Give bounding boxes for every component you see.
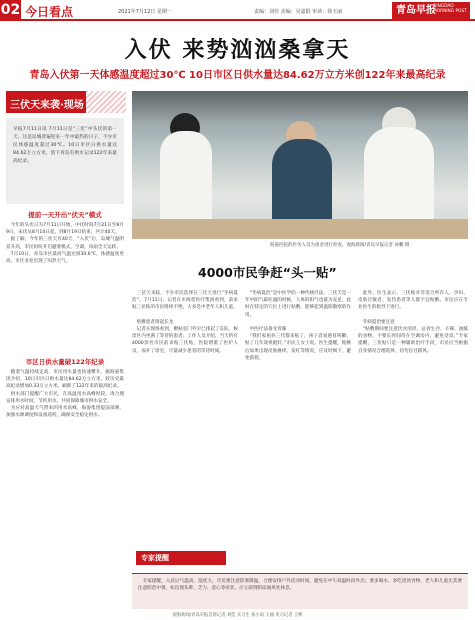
section-title: 今日看点 [25,5,74,19]
subheadline: 青岛入伏第一天体感温度超过30℃ 10日市区日供水量达84.62万立方米创122年来最高纪录 [29,70,446,81]
topic-tag-decoration [86,91,126,113]
issue-date: 2021年7月12日 星期一 [118,9,172,15]
section-heading-1: 提前一天开出“伏天”模式 [28,211,102,219]
headline: 入伏 来势汹汹桑拿天 [124,38,351,63]
editor-credits: 责编：刘佳 美编：吴嘉阳 审读：徐玉丽 [254,9,343,15]
section-heading-2: 市区日供水量破122年纪录 [25,358,105,366]
expert-tip-tag: 专家提醒 [136,551,226,565]
page-number: 02 [0,0,21,21]
newspaper-logo-sub: QINGDAO MORNING POST [433,4,467,14]
lead-text: 早报7月11日讯 7月11日是“三伏”中头伏的第一天。这是岛城普遍迎来一年中最热的日子，不少市民体感温度超过30℃。10日市区日供水量达84.62万立方米，创下青岛有供水记录122年来最高纪录。 [13,127,117,164]
expert-tip-text: 专家提醒，入伏后气温高、湿度大，市民要注意防暑降温，合理安排户外活动时间，避免在中午高温时段外出；要多喝水、多吃清淡食物，老人和儿童尤其要注意防范中暑。如出现头晕、乏力、恶心等症状，应立即到阴凉通风处休息。 [138,579,462,592]
article-column-3: 此外，医生表示，三伏贴并非适合所有人，孕妇、皮肤过敏者、发热患者等人群不宜贴敷。市民应在专业医生的指导下进行。 冬病夏治要注意 “贴敷期间要注意饮食清淡，忌食生冷、辛辣、油腻的食物，不要长时间待在空调房内，避免受凉。”专家提醒，三伏贴只是一种辅助治疗手段，市民应当根据自身情况合理选择，切勿盲目跟风。 [358,291,468,354]
article-column-1: 三伏天来临，不少市民选择在三伏天进行“冬病夏治”。7月11日，记者在市海慈医疗集团看到，前来贴三伏贴的市民络绎不绝，大多是中老年人和儿童。 贴敷患者排起长龙 记者在现场看到，敷贴室门外早已排起了长队，候诊区内坐满了等待的患者。工作人员介绍，当天约有4000余名市民前来贴三伏贴，医院增派了医护人员，加开了诊室，尽量减少患者的等待时间。 [132,291,238,354]
photo-caption: 海晏医院的医务人员为患者进行检查。观海新闻/青岛早报记者 孙鹏 摄 [270,243,410,248]
topic-tag: 三伏天来袭·现场 [10,100,84,111]
news-photo [132,91,468,239]
article-column-2: “冬病夏治”是中医学的一种传统疗法，三伏天是一年中阳气最旺盛的时候，人体的阳气也最为充足，此时在特定的穴位上进行贴敷，能够起到温阳散寒的作用。 中医疗法备受青睐 “我们家祖孙三代都来贴了，孩子容易感冒咳嗽，贴了几年效果挺好。”市民王女士说。医生提醒，贴敷后如果出现皮肤瘙痒、发红等情况，应及时揭下，避免抓挠。 [245,291,351,361]
lead-box [6,118,124,204]
expert-tip-box [132,573,468,609]
footer-credits: 观海新闻/青岛早报首席记者 刘佳 实习生 孙小雨 王丽 见习记者 王彬 [172,613,303,618]
secondary-headline: 4000市民争赶“头一贴” [198,265,337,280]
section-body-2: 随着气温持续走高，市民用水量也快速攀升。据海晏集团介绍，10日市区日供水量达84.62万立方米，较历史最高纪录增加0.33万立方米，刷新了122年来的最高纪录。 供水部门提醒广大市民，在高温用水高峰时段，请合理安排用水时间，节约用水，共同保障城市供水安全。 为应对高温天气带来的用水高峰，海晏集团提前部署，加强水源调度和设备巡检，确保安全稳定供水。 [6,370,124,419]
newspaper-logo: 青岛早报 [392,2,470,19]
section-body-1: 今年的头伏日为7月11日开始，中伏时间7月21日至8月9日，末伏从8月10日起，到8月19日结束，共计40天。 据了解，今年的三伏天有40天，“入伏”后，岛城气温明显升高，市民纷纷开启避暑模式，空调、风扇全天运转。 7月10日，青岛市区最高气温达到30.6℃，体感温度更高，市区多处出现了闷热天气。 [6,223,124,265]
